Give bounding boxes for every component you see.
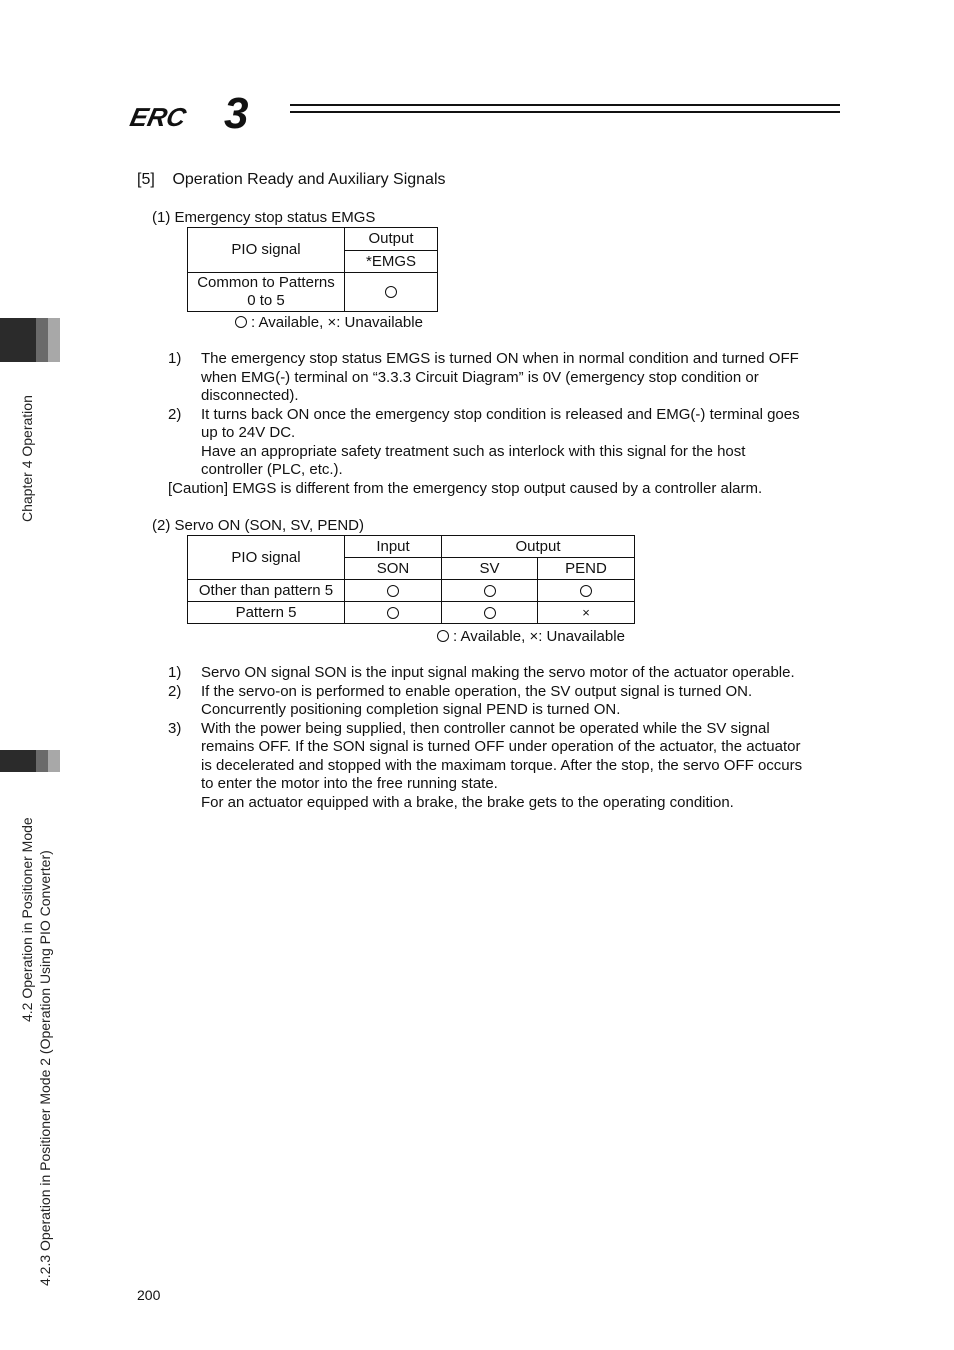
emgs-available-cell [345,273,438,312]
sv-header: SV [442,558,538,580]
emgs-subtitle: (1) Emergency stop status EMGS [152,209,376,226]
row-label-other: Other than pattern 5 [188,580,345,602]
available-circle-icon [484,607,496,619]
available-circle-icon [484,585,496,597]
available-circle-icon [437,630,449,642]
emgs-table [187,227,438,312]
available-circle-icon [235,316,247,328]
section-title: Operation Ready and Auxiliary Signals [172,171,446,188]
available-circle-icon [385,286,397,298]
servo-table [187,535,635,624]
row-label-pattern5: Pattern 5 [188,602,345,624]
servo-pio-signal-header: PIO signal [188,536,345,580]
section-tab-marker [0,750,60,772]
servo-subtitle: (2) Servo ON (SON, SV, PEND) [152,517,364,534]
emgs-notes [168,350,848,498]
servo-legend: : Available, ×: Unavailable [437,628,625,645]
section-number: [5] [137,171,155,188]
list-item: 2) If the servo-on is performed to enable operation, the SV output signal is turned ON. Concurrently positioning completion signal PEND is turned ON. [168,682,753,718]
erc3-logo [127,89,286,138]
emgs-legend: : Available, ×: Unavailable [235,314,423,331]
cell-available [345,580,442,602]
unavailable-cross-icon: × [582,604,590,620]
available-circle-icon [580,585,592,597]
emgs-pio-signal-header: PIO signal [188,228,345,273]
available-circle-icon [387,585,399,597]
section-heading [137,171,446,189]
list-item: 1) The emergency stop status EMGS is turned ON when in normal condition and turned OFF when EMG(-) terminal on “3.3.3 Circuit Diagram” is 0V (emergency stop condition or disconnected). [168,350,799,404]
page-number: 200 [137,1287,161,1303]
son-header: SON [345,558,442,580]
emgs-output-header: Output [345,228,438,251]
servo-input-header: Input [345,536,442,558]
emgs-common-label: Common to Patterns 0 to 5 [188,273,345,312]
header-rule-bottom [290,111,840,113]
available-circle-icon [387,607,399,619]
cell-unavailable [538,602,635,624]
svg-text:ERC: ERC [127,102,189,132]
pend-header: PEND [538,558,635,580]
chapter-tab-marker [0,318,60,362]
list-item: 3) With the power being supplied, then controller cannot be operated while the SV signal remains OFF. If the SON signal is turned OFF under operation of the actuator, the actuator is decelerated and stopped with the maximam torque. After the stop, the servo OFF occurs to enter the motor into the free running state. For an actuator equipped with a brake, the brake gets to the operating condition. [168,719,803,811]
section-label-line2: 4.2.3 Operation in Positioner Mode 2 (Operation Using PIO Converter) [37,850,53,1286]
header-rule-top [290,104,840,106]
list-item: 1) Servo ON signal SON is the input signal making the servo motor of the actuator operable. [168,664,795,681]
chapter-label: Chapter 4 Operation [19,395,35,522]
caution-note: [Caution] EMGS is different from the emergency stop output caused by a controller alarm. [168,479,763,497]
servo-output-header: Output [442,536,635,558]
section-label-line1: 4.2 Operation in Positioner Mode [19,817,35,1022]
cell-available [538,580,635,602]
cell-available [345,602,442,624]
svg-text:3: 3 [224,89,249,138]
cell-available [442,602,538,624]
cell-available [442,580,538,602]
servo-notes [168,664,848,812]
emgs-signal-header: *EMGS [345,251,438,273]
list-item: 2) It turns back ON once the emergency stop condition is released and EMG(-) terminal goes up to 24V DC. Have an appropriate safety treatment such as interlock with this signal for the host controller (PLC, etc.). [168,405,800,478]
